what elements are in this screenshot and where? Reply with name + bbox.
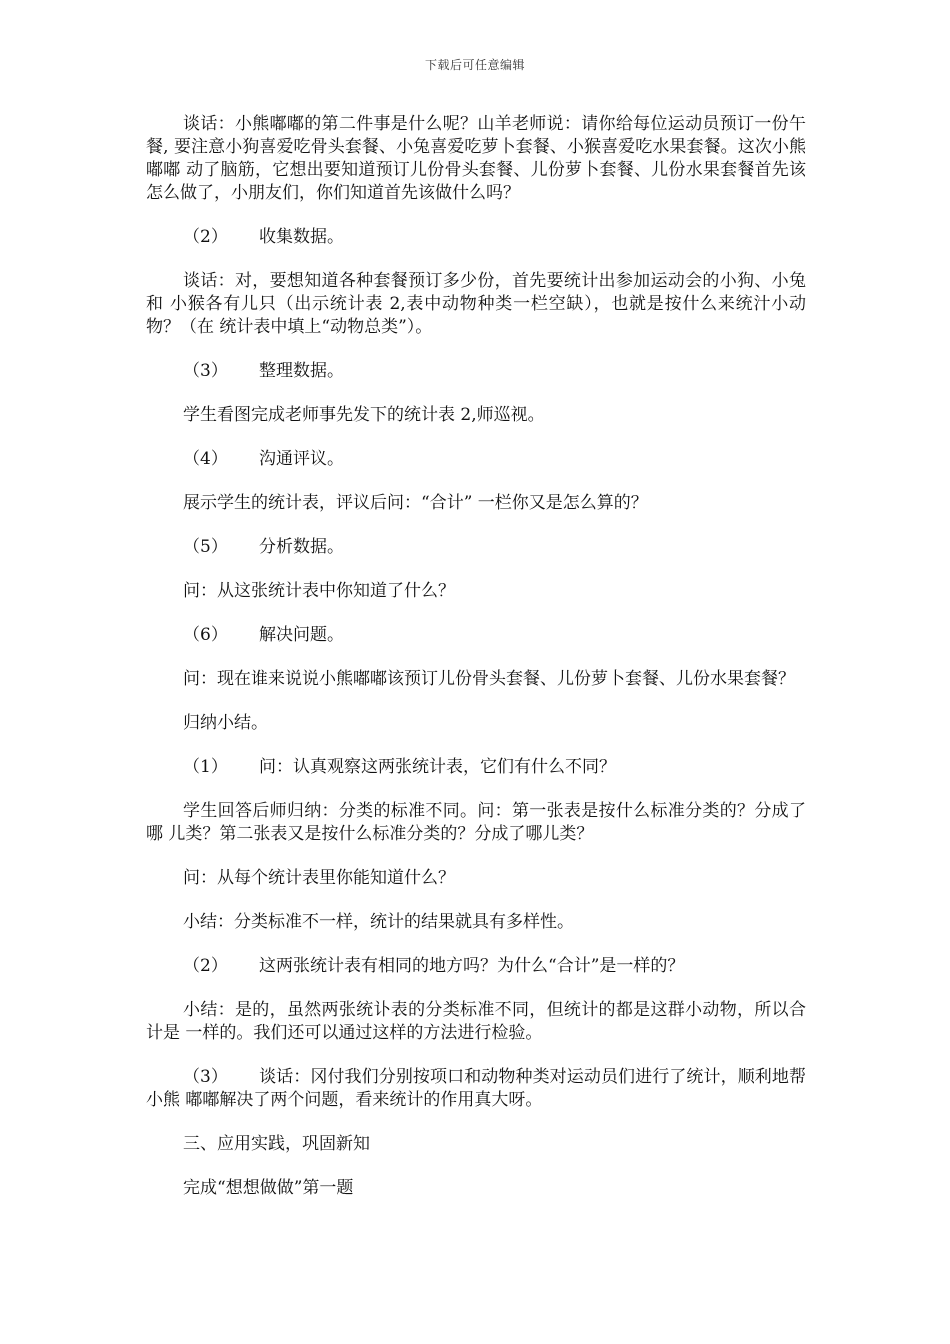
paragraph-text: 学生看图完成老师事先发下的统计表 2,师巡视。 [183,405,545,425]
section-heading-practice [146,1133,806,1156]
paragraph-text: 问：现在谁来说说小熊嘟嘟该预订儿份骨头套餐、儿份萝卜套餐、儿份水果套餐？ [183,669,795,689]
paragraph-show-tables [146,492,806,515]
paragraph-summary-heading [146,712,806,735]
paragraph-question-what-know [146,580,806,603]
paragraph-text: 谈话：对，要想知道各种套餐预订多少份，首先要统计出参加运动会的小狗、小兔和 小猴各有儿只（出示统计表 2,表中动物种类一栏空缺），也就是按什么来统汁小动物？（在 统计表中填上“动物总类”）。 [146,271,806,337]
step-number: （4） [183,449,228,469]
paragraph-dialogue-count-animals [146,270,806,339]
step-number: （3） [183,361,228,381]
paragraph-students-complete-table [146,404,806,427]
step-collect-data [146,226,806,249]
paragraph-text: 归纳小结。 [183,713,268,733]
step-conclusion-dialogue [146,1066,806,1112]
step-text: 谈话：冈付我们分别按项口和动物种类对运动员们进行了统计，顺利地帮小熊 嘟嘟解决了两个问题，看来统计的作用真大呀。 [146,1067,806,1110]
step-analyze-data [146,536,806,559]
step-number: （2） [183,956,228,976]
section-heading-text: 三、应用实践，巩固新知 [183,1134,370,1154]
paragraph-exercise [146,1177,806,1200]
step-number: （3） [183,1067,228,1087]
step-compare-tables [146,756,806,779]
paragraph-text: 问：从这张统计表中你知道了什么？ [183,581,455,601]
step-number: （1） [183,757,228,777]
step-solve-problem [146,624,806,647]
step-discuss [146,448,806,471]
paragraph-text: 展示学生的统计表，评议后问：“合计” 一栏你又是怎么算的？ [183,493,648,513]
step-text: 整理数据。 [259,361,344,381]
paragraph-summary-diversity [146,911,806,934]
document-body [146,113,806,1221]
paragraph-question-each-table [146,867,806,890]
paragraph-classification-standard [146,800,806,846]
step-text: 收集数据。 [259,227,344,247]
paragraph-text: 谈话：小熊嘟嘟的第二件事是什么呢？山羊老师说：请你给每位运动员预订一份午餐, 要注意小狗喜爱吃骨头套餐、小兔喜爱吃萝卜套餐、小猴喜爱吃水果套餐。这次小熊嘟嘟 动了脑筋，它想出要知道预订儿份骨头套餐、儿份萝卜套餐、儿份水果套餐首先该怎么做了，小朋友们，你们知道首先该做什么吗？ [146,114,806,203]
paragraph-text: 小结：是的，虽然两张统讣表的分类标准不同，但统计的都是这群小动物，所以合计是 一样的。我们还可以通过这样的方法进行检验。 [146,1000,806,1043]
step-same-total [146,955,806,978]
paragraph-text: 小结：分类标准不一样，统计的结果就具有多样性。 [183,912,574,932]
page-header: 下载后可任意编辑 [424,58,525,72]
paragraph-summary-same-total [146,999,806,1045]
step-text: 解决问题。 [259,625,344,645]
step-organize-data [146,360,806,383]
step-number: （2） [183,227,228,247]
step-text: 沟通评议。 [259,449,344,469]
step-text: 问：认真观察这两张统计表，它们有什么不同？ [259,757,616,777]
paragraph-dialogue-second-task [146,113,806,205]
step-text: 分析数据。 [259,537,344,557]
paragraph-text: 完成“想想做做”第一题 [183,1178,354,1198]
paragraph-text: 问：从每个统计表里你能知道什么？ [183,868,455,888]
paragraph-text: 学生回答后师归纳：分类的标准不同。问：第一张表是按什么标准分类的？分成了哪 儿类？第二张表又是按什么标准分类的？分成了哪儿类？ [146,801,806,844]
step-text: 这两张统计表有相同的地方吗？为什么“合计”是一样的？ [259,956,685,976]
paragraph-question-order [146,668,806,691]
step-number: （5） [183,537,228,557]
step-number: （6） [183,625,228,645]
